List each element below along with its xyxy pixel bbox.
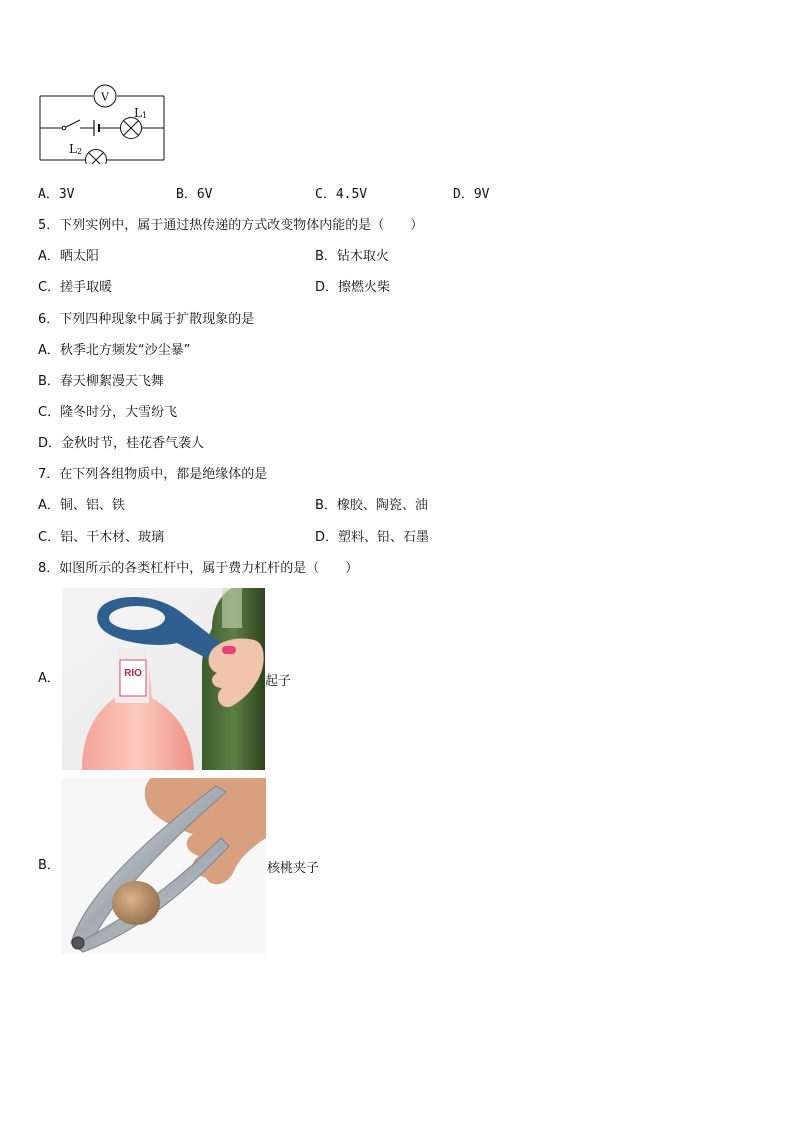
lamp-l1-symbol xyxy=(121,118,142,139)
bottle-brand-label: RIO xyxy=(124,668,142,679)
lamp-l1-label: L xyxy=(134,106,142,120)
lamp-l2-symbol xyxy=(86,150,107,165)
q4-option-c: C．4.5V xyxy=(315,187,368,202)
circuit-diagram xyxy=(36,84,170,164)
nutcracker-photo xyxy=(61,778,266,954)
q8-option-a-caption: 起子 xyxy=(265,674,292,689)
q5-option-d: D．擦燃火柴 xyxy=(315,280,391,295)
q7-option-c: C．铝、干木材、玻璃 xyxy=(38,530,165,545)
q5-stem: 5．下列实例中，属于通过热传递的方式改变物体内能的是（ ） xyxy=(38,218,424,233)
q4-option-d: D．9V xyxy=(453,187,490,202)
lamp-l1-subscript: 1 xyxy=(141,111,148,120)
lamp-l2-subscript: 2 xyxy=(76,147,83,156)
q4-option-a: A．3V xyxy=(38,187,75,202)
svg-text:L1 xyxy=(134,106,147,120)
q8-stem: 8．如图所示的各类杠杆中，属于费力杠杆的是（ ） xyxy=(38,561,359,576)
svg-text:L2 xyxy=(69,142,82,156)
q8-option-b-caption: 核桃夹子 xyxy=(267,861,320,876)
q5-option-b: B．钻木取火 xyxy=(315,249,389,264)
q6-option-b: B．春天柳絮漫天飞舞 xyxy=(38,374,164,389)
q7-stem: 7．在下列各组物质中，都是绝缘体的是 xyxy=(38,467,268,482)
q8-option-a-letter: A． xyxy=(38,671,60,686)
q4-option-b: B．6V xyxy=(176,187,213,202)
voltmeter-symbol xyxy=(94,85,116,107)
q7-option-d: D．塑料、铅、石墨 xyxy=(315,530,430,545)
q7-option-b: B．橡胶、陶瓷、油 xyxy=(315,498,428,513)
voltmeter-label: V xyxy=(101,90,109,104)
q5-option-a: A．晒太阳 xyxy=(38,249,99,264)
q6-option-a: A．秋季北方频发“沙尘暴” xyxy=(38,343,191,358)
q8-option-b-letter: B． xyxy=(38,858,60,873)
q6-option-c: C．隆冬时分，大雪纷飞 xyxy=(38,405,178,420)
q7-option-a: A．铜、铝、铁 xyxy=(38,498,125,513)
lamp-l2-label: L xyxy=(69,142,77,156)
q5-option-c: C．搓手取暖 xyxy=(38,280,113,295)
q6-stem: 6．下列四种现象中属于扩散现象的是 xyxy=(38,312,255,327)
q6-option-d: D．金秋时节，桂花香气袭人 xyxy=(38,436,205,451)
bottle-opener-photo xyxy=(62,588,265,770)
